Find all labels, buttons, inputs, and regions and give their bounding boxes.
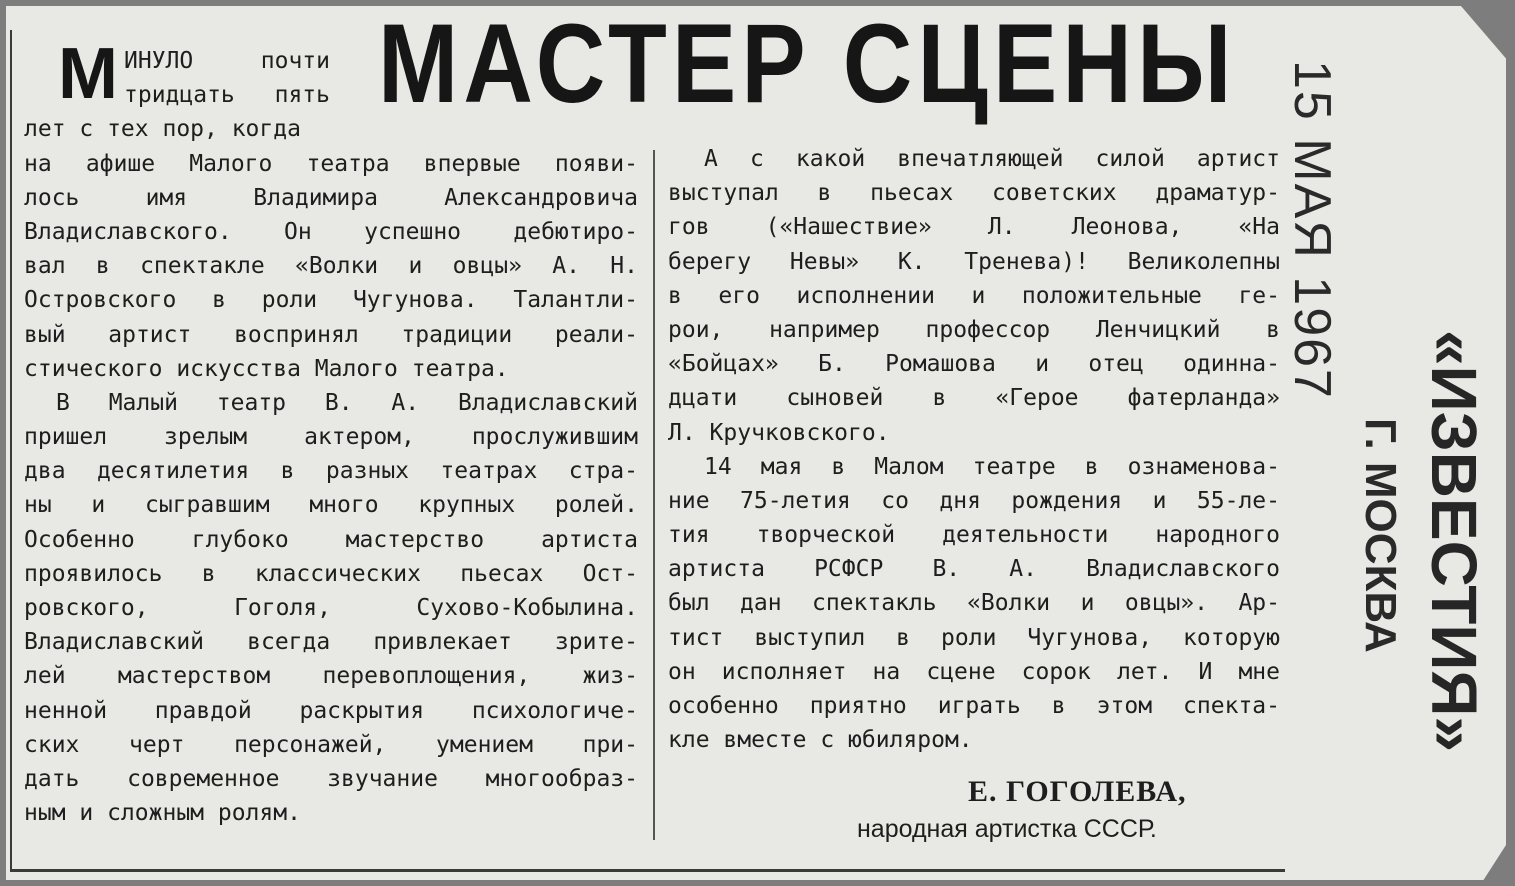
column-divider	[653, 150, 655, 840]
city-stamp: Г. МОСКВА	[1356, 418, 1405, 653]
text-line: он исполняет на сцене сорок лет. И мне	[668, 658, 1280, 685]
text-line: лось имя Владимира Александровича	[24, 184, 638, 211]
text-line: 14 мая в Малом театре в ознаменова-	[704, 453, 1280, 480]
author-title: народная артистка СССР.	[857, 815, 1157, 843]
text-line: ИНУЛО почти	[124, 48, 330, 74]
text-line: рои, например профессор Ленчицкий в	[668, 316, 1280, 343]
text-line: лей мастерством перевоплощения, жиз-	[24, 663, 638, 690]
text-line: берегу Невы» К. Тренева)! Великолепны	[668, 248, 1280, 275]
text-line: А с какой впечатляющей силой артист	[704, 146, 1280, 172]
text-line: два десятилетия в разных театрах стра-	[24, 458, 638, 485]
text-line: кле вместе с юбиляром.	[668, 727, 973, 754]
text-line: особенно приятно играть в этом спекта-	[668, 693, 1280, 719]
date-stamp: 15 МАЯ 1967	[1283, 60, 1341, 400]
text-line: Особенно глубоко мастерство артиста	[24, 526, 638, 553]
text-line: ны и сыгравшим много крупных ролей.	[24, 492, 638, 519]
text-line: был дан спектакль «Волки и овцы». Ар-	[668, 590, 1280, 617]
text-line: Владиславского. Он успешно дебютиро-	[24, 218, 638, 245]
left-column	[24, 44, 638, 830]
text-line: в его исполнении и положительные ге-	[668, 282, 1280, 309]
headline: МАСТЕР СЦЕНЫ	[378, 1, 1237, 126]
text-line: вый артист воспринял традиции реали-	[24, 321, 638, 348]
text-line: Владиславский всегда привлекает зрите-	[24, 629, 638, 656]
text-line: тридцать пять	[124, 82, 330, 109]
text-line: ненной правдой раскрытия психологиче-	[24, 697, 638, 724]
text-line: ровского, Гоголя, Сухово-Кобылина.	[24, 595, 638, 621]
text-line: тист выступил в роли Чугунова, которую	[668, 624, 1280, 651]
text-line: вал в спектакле «Волки и овцы» А. Н.	[24, 253, 638, 280]
text-line: на афише Малого театра впервые появи-	[24, 150, 638, 177]
newspaper-stamp: «ИЗВЕСТИЯ»	[1418, 330, 1490, 752]
text-line: лет с тех пор, когда	[24, 116, 301, 143]
text-line: выступал в пьесах советских драматур-	[668, 180, 1280, 207]
text-line: В Малый театр В. А. Владиславский	[56, 389, 638, 416]
drop-cap: М	[58, 34, 118, 114]
text-line: дцати сыновей в «Герое фатерланда»	[668, 385, 1280, 412]
text-line: артиста РСФСР В. А. Владиславского	[668, 556, 1280, 583]
text-line: тия творческой деятельности народного	[668, 522, 1280, 549]
text-line: гов («Нашествие» Л. Леонова, «На	[668, 214, 1280, 241]
text-line: Л. Кручковского.	[668, 419, 890, 446]
text-line: ным и сложным ролям.	[24, 800, 301, 827]
text-line: Островского в роли Чугунова. Талантли-	[24, 287, 638, 314]
text-line: «Бойцах» Б. Ромашова и отец одинна-	[668, 351, 1280, 378]
author-name: Е. ГОГОЛЕВА,	[968, 775, 1187, 808]
text-line: проявилось в классических пьесах Ост-	[24, 560, 638, 587]
text-line: дать современное звучание многообраз-	[24, 765, 638, 792]
text-line: ских черт персонажей, умением при-	[24, 731, 638, 758]
text-line: пришел зрелым актером, прослужившим	[24, 424, 638, 451]
text-line: ние 75-летия со дня рождения и 55-ле-	[668, 487, 1280, 514]
text-line: стического искусства Малого театра.	[24, 355, 509, 382]
right-column	[668, 142, 1280, 757]
